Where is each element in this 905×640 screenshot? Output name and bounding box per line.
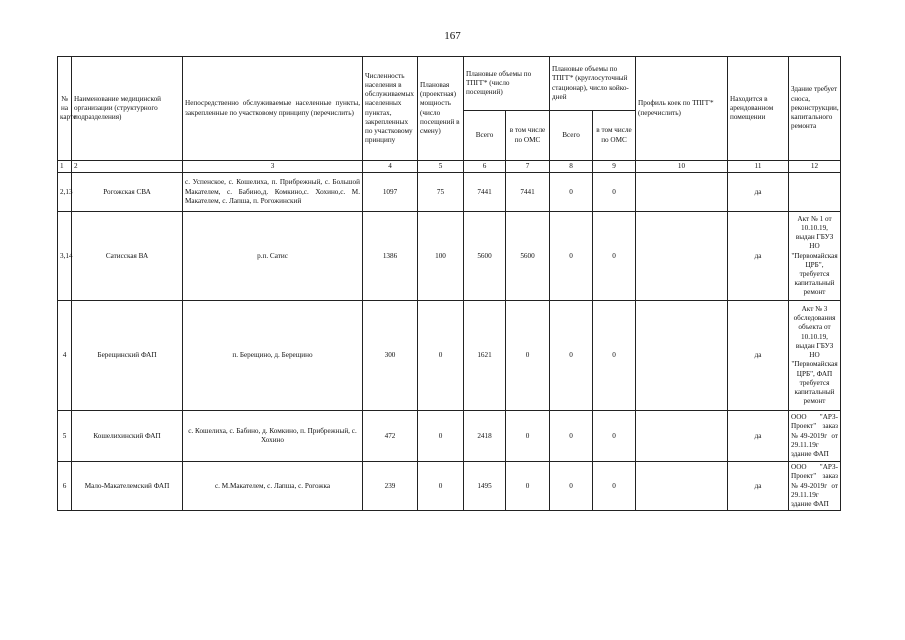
cell-rented: да <box>728 212 789 301</box>
cell-points: п. Берещино, д. Берещино <box>183 301 363 411</box>
col-number: 9 <box>593 161 636 173</box>
cell-profile <box>636 462 728 511</box>
col-number: 11 <box>728 161 789 173</box>
cell-visits-oms: 0 <box>506 462 550 511</box>
col-header-org: Наименование медицинской организации (структурного подразделения) <box>72 57 183 161</box>
cell-beds-oms: 0 <box>593 301 636 411</box>
col-header-points: Непосредственно обслуживаемые населенные пункты, закрепленные по участковому принципу (перечислить) <box>183 57 363 161</box>
cell-repair: ООО "АРЗ-Проект" заказ №49-2019г от 29.11.19г здание ФАП <box>789 411 841 462</box>
table-row <box>58 462 841 511</box>
cell-population: 472 <box>363 411 418 462</box>
col-number: 3 <box>183 161 363 173</box>
cell-org: Берещинский ФАП <box>72 301 183 411</box>
table-row <box>58 411 841 462</box>
col-header-beds-total: Всего <box>550 111 593 161</box>
cell-profile <box>636 411 728 462</box>
cell-org: Рогожская СВА <box>72 173 183 212</box>
cell-beds-total: 0 <box>550 301 593 411</box>
col-number: 6 <box>464 161 506 173</box>
cell-org: Кошелихинский ФАП <box>72 411 183 462</box>
cell-visits-oms: 0 <box>506 411 550 462</box>
col-header-population: Численность населения в обслуживаемых населенных пунктах, закрепленных по участковому принципу <box>363 57 418 161</box>
col-header-visits-oms: в том числе по ОМС <box>506 111 550 161</box>
col-header-beddays: Плановые объемы по ТПГГ* (круглосуточный стационар), число койко-дней <box>550 57 636 111</box>
cell-population: 1386 <box>363 212 418 301</box>
cell-beds-total: 0 <box>550 411 593 462</box>
cell-org: Мало-Макателемский ФАП <box>72 462 183 511</box>
cell-capacity: 0 <box>418 301 464 411</box>
cell-population: 300 <box>363 301 418 411</box>
cell-repair: ООО "АРЗ-Проект" заказ №49-2019г от 29.11.19г здание ФАП <box>789 462 841 511</box>
health-facilities-table <box>57 56 841 511</box>
cell-points: с. Успенское, с. Кошелиха, п. Прибрежный, с. Большой Макателем, с. Бабино,д. Комкино,с. Хохино,с. М. Макателем, с. Лапша, п. Рогожинский <box>183 173 363 212</box>
cell-visits-oms: 7441 <box>506 173 550 212</box>
cell-num: 5 <box>58 411 72 462</box>
cell-profile <box>636 173 728 212</box>
cell-beds-total: 0 <box>550 462 593 511</box>
cell-visits-total: 7441 <box>464 173 506 212</box>
col-number: 5 <box>418 161 464 173</box>
col-header-num: № на карте <box>58 57 72 161</box>
cell-population: 1097 <box>363 173 418 212</box>
cell-rented: да <box>728 411 789 462</box>
cell-num: 6 <box>58 462 72 511</box>
col-header-visits: Плановые объемы по ТПГГ* (число посещений) <box>464 57 550 111</box>
table-row <box>58 301 841 411</box>
col-number: 4 <box>363 161 418 173</box>
page-number: 167 <box>444 30 461 42</box>
cell-capacity: 0 <box>418 411 464 462</box>
col-header-rented: Находится в арендованном помещении <box>728 57 789 161</box>
cell-profile <box>636 212 728 301</box>
col-number: 10 <box>636 161 728 173</box>
cell-rented: да <box>728 462 789 511</box>
cell-beds-oms: 0 <box>593 462 636 511</box>
col-number: 8 <box>550 161 593 173</box>
cell-points: с. Кошелиха, с. Бабино, д. Комкино, п. Прибрежный, с. Хохино <box>183 411 363 462</box>
cell-repair: Акт № 3 обследования объекта от 10.10.19, выдан ГБУЗ НО "Первомайская ЦРБ", ФАП требуется капитальный ремонт <box>789 301 841 411</box>
cell-repair <box>789 173 841 212</box>
cell-rented: да <box>728 301 789 411</box>
cell-beds-total: 0 <box>550 212 593 301</box>
col-header-profile: Профиль коек по ТПГГ* (перечислить) <box>636 57 728 161</box>
cell-num: 3,14 <box>58 212 72 301</box>
cell-repair: Акт № 1 от 10.10.19, выдан ГБУЗ НО "Первомайская ЦРБ", требуется капитальный ремонт <box>789 212 841 301</box>
cell-capacity: 100 <box>418 212 464 301</box>
cell-capacity: 0 <box>418 462 464 511</box>
cell-visits-oms: 0 <box>506 301 550 411</box>
table-row <box>58 173 841 212</box>
cell-capacity: 75 <box>418 173 464 212</box>
cell-beds-oms: 0 <box>593 411 636 462</box>
cell-org: Сатисская ВА <box>72 212 183 301</box>
cell-beds-total: 0 <box>550 173 593 212</box>
cell-points: с. М.Макателем, с. Лапша, с. Рогожка <box>183 462 363 511</box>
cell-population: 239 <box>363 462 418 511</box>
col-number: 1 <box>58 161 72 173</box>
cell-visits-total: 2418 <box>464 411 506 462</box>
col-number: 7 <box>506 161 550 173</box>
col-number: 2 <box>72 161 183 173</box>
cell-rented: да <box>728 173 789 212</box>
header-row-1 <box>58 57 841 111</box>
col-number: 12 <box>789 161 841 173</box>
cell-beds-oms: 0 <box>593 173 636 212</box>
col-header-repair: Здание требует сноса, реконструкции, капитального ремонта <box>789 57 841 161</box>
cell-points: р.п. Сатис <box>183 212 363 301</box>
col-header-capacity: Плановая (проектная) мощность (число посещений в смену) <box>418 57 464 161</box>
table-row <box>58 212 841 301</box>
cell-profile <box>636 301 728 411</box>
cell-visits-total: 1495 <box>464 462 506 511</box>
cell-num: 2,13 <box>58 173 72 212</box>
cell-visits-oms: 5600 <box>506 212 550 301</box>
cell-beds-oms: 0 <box>593 212 636 301</box>
col-header-visits-total: Всего <box>464 111 506 161</box>
column-numbers-row <box>58 161 841 173</box>
cell-visits-total: 5600 <box>464 212 506 301</box>
col-header-beds-oms: в том числе по ОМС <box>593 111 636 161</box>
cell-num: 4 <box>58 301 72 411</box>
cell-visits-total: 1621 <box>464 301 506 411</box>
